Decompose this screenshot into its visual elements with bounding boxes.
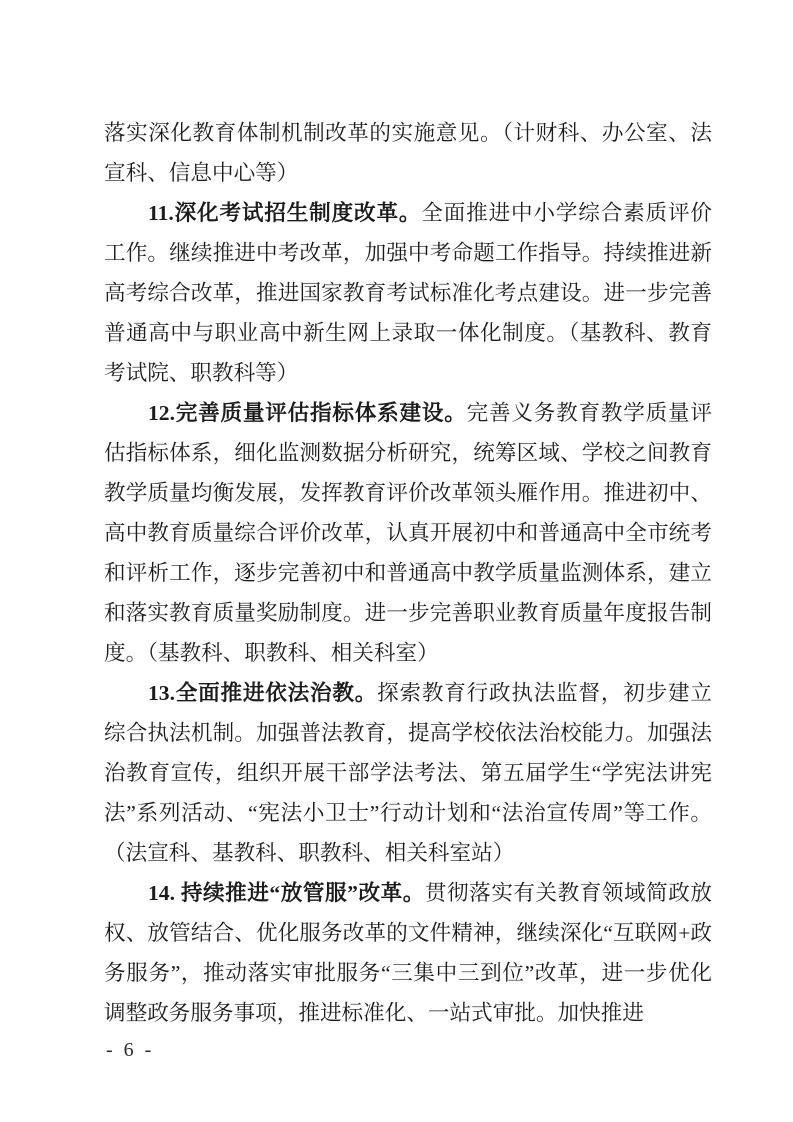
paragraph-lead: 12.完善质量评估指标体系建设。 [148,401,467,425]
paragraph-lead: 11.深化考试招生制度改革。 [148,201,422,225]
page-number: - 6 - [106,1039,155,1061]
paragraph-body: 贯彻落实有关教育领域简政放权、放管结合、优化服务改革的文件精神，继续深化“互联网+政务服务”，推动落实审批服务“三集中三到位”改革，进一步优化调整政务服务事项，推进标准化、一站式审批。加快推进 [104,881,712,1025]
paragraph-item-11 [104,193,712,393]
paragraph-item-12 [104,393,712,673]
paragraph-lead: 14. 持续推进“放管服”改革。 [148,881,425,905]
paragraph-item-13 [104,673,712,873]
paragraph-lead: 13.全面推进依法治教。 [148,681,378,705]
paragraph-body: 全面推进中小学综合素质评价工作。继续推进中考改革，加强中考命题工作指导。持续推进新高考综合改革，推进国家教育考试标准化考点建设。进一步完善普通高中与职业高中新生网上录取一体化制度。（基教科、教育考试院、职教科等） [104,201,712,385]
paragraph-continuation [104,113,712,193]
paragraph-body: 完善义务教育教学质量评估指标体系，细化监测数据分析研究，统筹区域、学校之间教育教学质量均衡发展，发挥教育评价改革领头雁作用。推进初中、高中教育质量综合评价改革，认真开展初中和普通高中全市统考和评析工作，逐步完善初中和普通高中教学质量监测体系，建立和落实教育质量奖励制度。进一步完善职业教育质量年度报告制度。（基教科、职教科、相关科室） [104,401,712,665]
document-text-block [104,113,712,1033]
paragraph-body: 落实深化教育体制机制改革的实施意见。（计财科、办公室、法宣科、信息中心等） [104,121,712,185]
paragraph-body: 探索教育行政执法监督，初步建立综合执法机制。加强普法教育，提高学校依法治校能力。加强法治教育宣传，组织开展干部学法考法、第五届学生“学宪法讲宪法”系列活动、“宪法小卫士”行动计划和“法治宣传周”等工作。（法宣科、基教科、职教科、相关科室站） [104,681,712,865]
paragraph-item-14 [104,873,712,1033]
